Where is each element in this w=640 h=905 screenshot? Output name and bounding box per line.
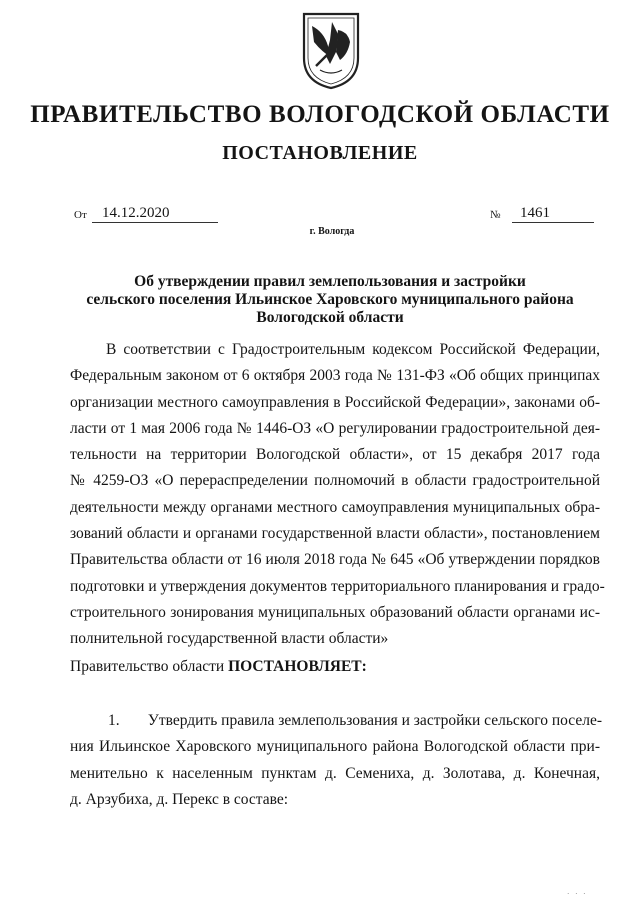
document-number: 1461 xyxy=(512,204,594,223)
preamble-line: зований области и органами государственной власти области», постановлением xyxy=(70,525,600,543)
clause-line: д. Арзубиха, д. Перекс в составе: xyxy=(70,790,289,808)
resolution-verb: ПОСТАНОВЛЯЕТ: xyxy=(228,658,367,675)
resolution-prefix: Правительство области xyxy=(70,658,225,675)
clause-line: ния Ильинское Харовского муниципального района Вологодской области при- xyxy=(70,738,600,756)
preamble-line: ласти от 1 мая 2006 года № 1446-ОЗ «О регулировании градостроительной дея- xyxy=(70,419,600,437)
date-label: От xyxy=(74,209,87,221)
preamble-line: строительного зонирования муниципальных образований области органами ис- xyxy=(70,603,600,621)
document-date: 14.12.2020 xyxy=(92,204,218,223)
subject-line: Об утверждении правил землепользования и застройки xyxy=(134,273,526,290)
subject-line: сельского поселения Ильинское Харовского муниципального района xyxy=(86,291,574,308)
page-corner-mark: · · · xyxy=(567,890,588,898)
coat-of-arms-emblem xyxy=(302,12,360,90)
clause-line: менительно к населенным пунктам д. Семениха, д. Золотава, д. Конечная, xyxy=(70,764,600,782)
city-name: г. Вологда xyxy=(309,226,355,237)
resolution-line xyxy=(70,654,367,680)
number-label: № xyxy=(490,209,501,221)
subject-line: Вологодской области xyxy=(256,309,404,326)
government-title: ПРАВИТЕЛЬСТВО ВОЛОГОДСКОЙ ОБЛАСТИ xyxy=(30,101,610,128)
clause-number: 1. xyxy=(108,712,120,729)
preamble-line: деятельности между органами местного самоуправления муниципальных обра- xyxy=(70,498,600,516)
preamble-line: Правительства области от 16 июля 2018 года № 645 «Об утверждении порядков xyxy=(70,551,600,569)
clause-text: Утвердить правила землепользования и застройки сельского поселе- xyxy=(147,712,603,729)
preamble-line: полнительной государственной власти области» xyxy=(70,630,389,648)
preamble-line: организации местного самоуправления в Российской Федерации», законами об- xyxy=(70,393,600,411)
preamble-line: Федеральным законом от 6 октября 2003 года № 131-ФЗ «Об общих принципах xyxy=(70,367,600,385)
preamble-line: подготовки и утверждения документов территориального планирования и градо- xyxy=(70,577,605,595)
clause-line xyxy=(70,708,603,734)
preamble-paragraph xyxy=(70,337,605,653)
preamble-line: тельности на территории Вологодской области», от 15 декабря 2017 года xyxy=(70,446,600,464)
clause-1 xyxy=(70,708,603,813)
preamble-line: В соответствии с Градостроительным кодексом Российской Федерации, xyxy=(106,341,600,358)
document-subject xyxy=(60,273,600,327)
preamble-line: № 4259-ОЗ «О перераспределении полномочий в области градостроительной xyxy=(70,472,600,490)
document-type: ПОСТАНОВЛЕНИЕ xyxy=(222,142,418,164)
